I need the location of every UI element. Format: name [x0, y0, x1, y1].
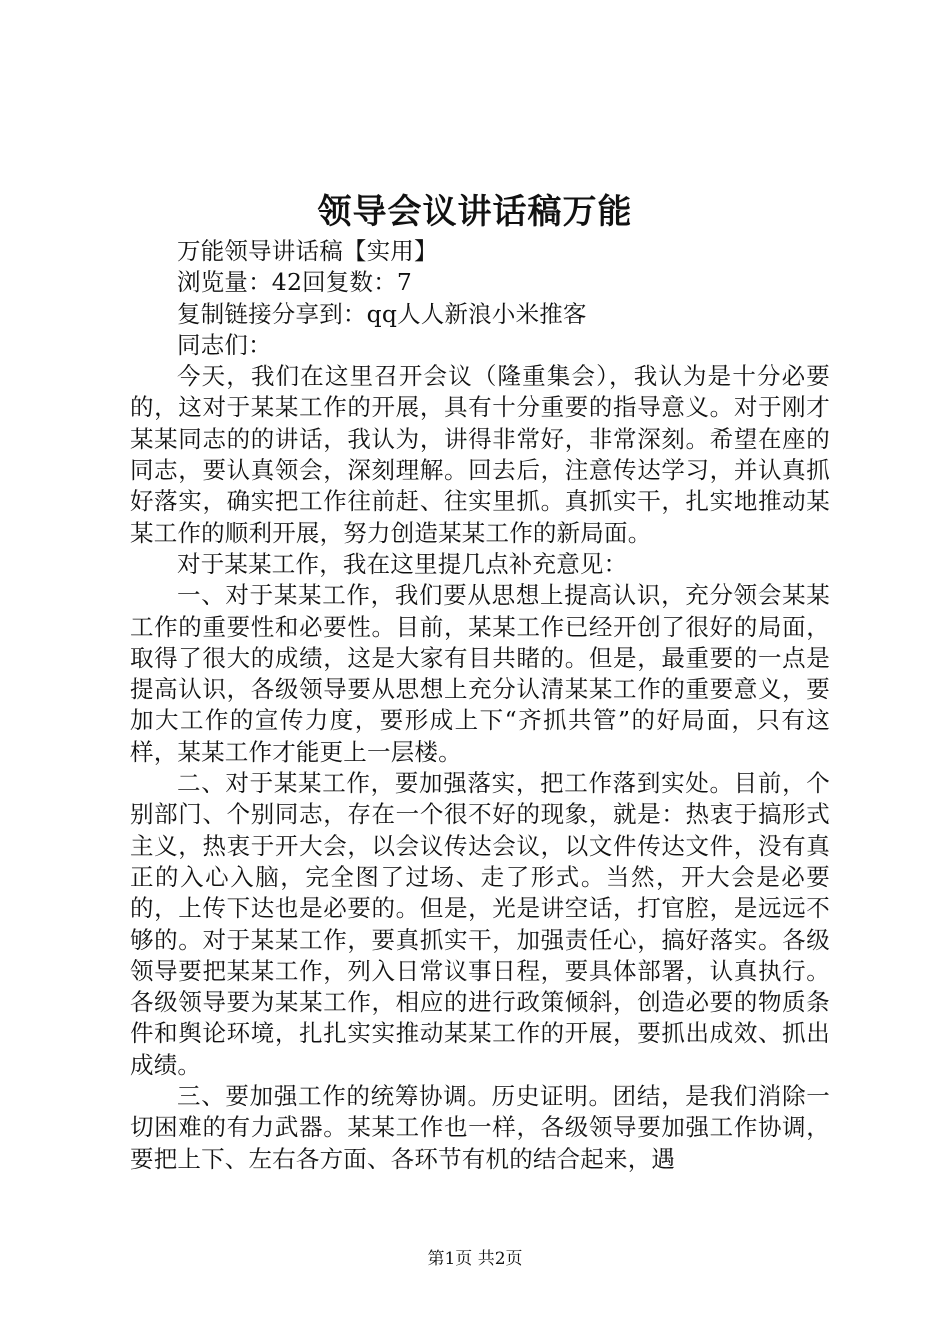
paragraph-share: 复制链接分享到：qq人人新浪小米推客 [177, 299, 587, 328]
paragraph-transition: 对于某某工作，我在这里提几点补充意见： [177, 549, 628, 578]
paragraph-stats: 浏览量：42回复数：7 [177, 268, 413, 297]
paragraph-subtitle: 万能领导讲话稿【实用】 [177, 237, 438, 265]
document-body [130, 236, 830, 1175]
paragraph-point-1: 一、对于某某工作，我们要从思想上提高认识，充分领会某某工作的重要性和必要性。目前，某某工作已经开创了很好的局面，取得了很大的成绩，这是大家有目共睹的。但是，最重要的一点是提高认识，各级领导要从思想上充分认清某某工作的重要意义，要加大工作的宣传力度，要形成上下“齐抓共管”的好局面，只有这样，某某工作才能更上一层楼。 [130, 581, 830, 766]
paragraph-salutation: 同志们： [177, 330, 272, 359]
paragraph-point-3: 三、要加强工作的统筹协调。历史证明。团结，是我们消除一切困难的有力武器。某某工作也一样，各级领导要加强工作协调，要把上下、左右各方面、各环节有机的结合起来，遇 [130, 1082, 830, 1173]
paragraph-intro: 今天，我们在这里召开会议（隆重集会），我认为是十分必要的，这对于某某工作的开展，具有十分重要的指导意义。对于刚才某某同志的的讲话，我认为，讲得非常好，非常深刻。希望在座的同志，要认真领会，深刻理解。回去后，注意传达学习，并认真抓好落实，确实把工作往前赶、往实里抓。真抓实干，扎实地推动某某工作的顺利开展，努力创造某某工作的新局面。 [130, 362, 830, 547]
document-title: 领导会议讲话稿万能 [317, 192, 633, 232]
paragraph-point-2: 二、对于某某工作，要加强落实，把工作落到实处。目前，个别部门、个别同志，存在一个很不好的现象，就是：热衷于搞形式主义，热衷于开大会，以会议传达会议，以文件传达文件，没有真正的入心入脑，完全图了过场、走了形式。当然，开大会是必要的，上传下达也是必要的。但是，光是讲空话，打官腔，是远远不够的。对于某某工作，要真抓实干，加强责任心，搞好落实。各级领导要把某某工作，列入日常议事日程，要具体部署，认真执行。各级领导要为某某工作，相应的进行政策倾斜，创造必要的物质条件和舆论环境，扎扎实实推动某某工作的开展，要抓出成效、抓出成绩。 [130, 769, 830, 1079]
page-number-footer: 第1页 共2页 [427, 1249, 523, 1269]
